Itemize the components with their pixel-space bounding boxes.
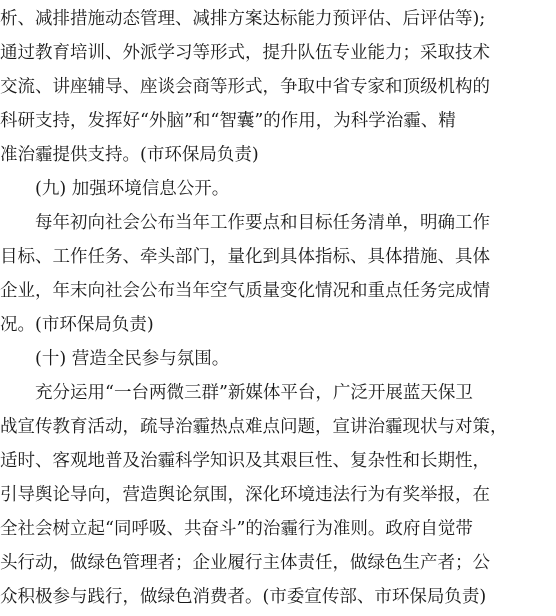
section-heading-10: (十) 营造全民参与氛围。 (35, 349, 230, 369)
paragraph-line: 适时、客观地普及治霾科学知识及其艰巨性、复杂性和长期性， (0, 451, 490, 471)
paragraph-line: 众积极参与践行，做绿色消费者。(市委宣传部、市环保局负责) (0, 587, 487, 607)
paragraph-line: 准治霾提供支持。(市环保局负责) (0, 145, 259, 165)
paragraph-line: 充分运用“一台两微三群”新媒体平台，广泛开展蓝天保卫 (35, 383, 473, 403)
paragraph-line: 析、减排措施动态管理、减排方案达标能力预评估、后评估等); (0, 9, 486, 29)
paragraph-line: 战宣传教育活动，疏导治霾热点难点问题，宣讲治霾现状与对策， (0, 417, 508, 437)
paragraph-line: 每年初向社会公布当年工作要点和目标任务清单，明确工作 (35, 213, 490, 233)
paragraph-line: 全社会树立起“同呼吸、共奋斗”的治霾行为准则。政府自觉带 (0, 519, 473, 539)
paragraph-line: 科研支持，发挥好“外脑”和“智囊”的作用，为科学治霾、精 (0, 111, 456, 131)
paragraph-line: 目标、工作任务、牵头部门，量化到具体指标、具体措施、具体 (0, 247, 490, 267)
section-heading-9: (九) 加强环境信息公开。 (35, 179, 230, 199)
paragraph-line: 况。(市环保局负责) (0, 315, 154, 335)
paragraph-line: 交流、讲座辅导、座谈会商等形式，争取中省专家和顶级机构的 (0, 77, 490, 97)
paragraph-line: 头行动，做绿色管理者；企业履行主体责任，做绿色生产者；公 (0, 553, 490, 573)
paragraph-line: 引导舆论导向，营造舆论氛围，深化环境违法行为有奖举报，在 (0, 485, 490, 505)
paragraph-line: 企业，年末向社会公布当年空气质量变化情况和重点任务完成情 (0, 281, 490, 301)
paragraph-line: 通过教育培训、外派学习等形式，提升队伍专业能力；采取技术 (0, 43, 490, 63)
